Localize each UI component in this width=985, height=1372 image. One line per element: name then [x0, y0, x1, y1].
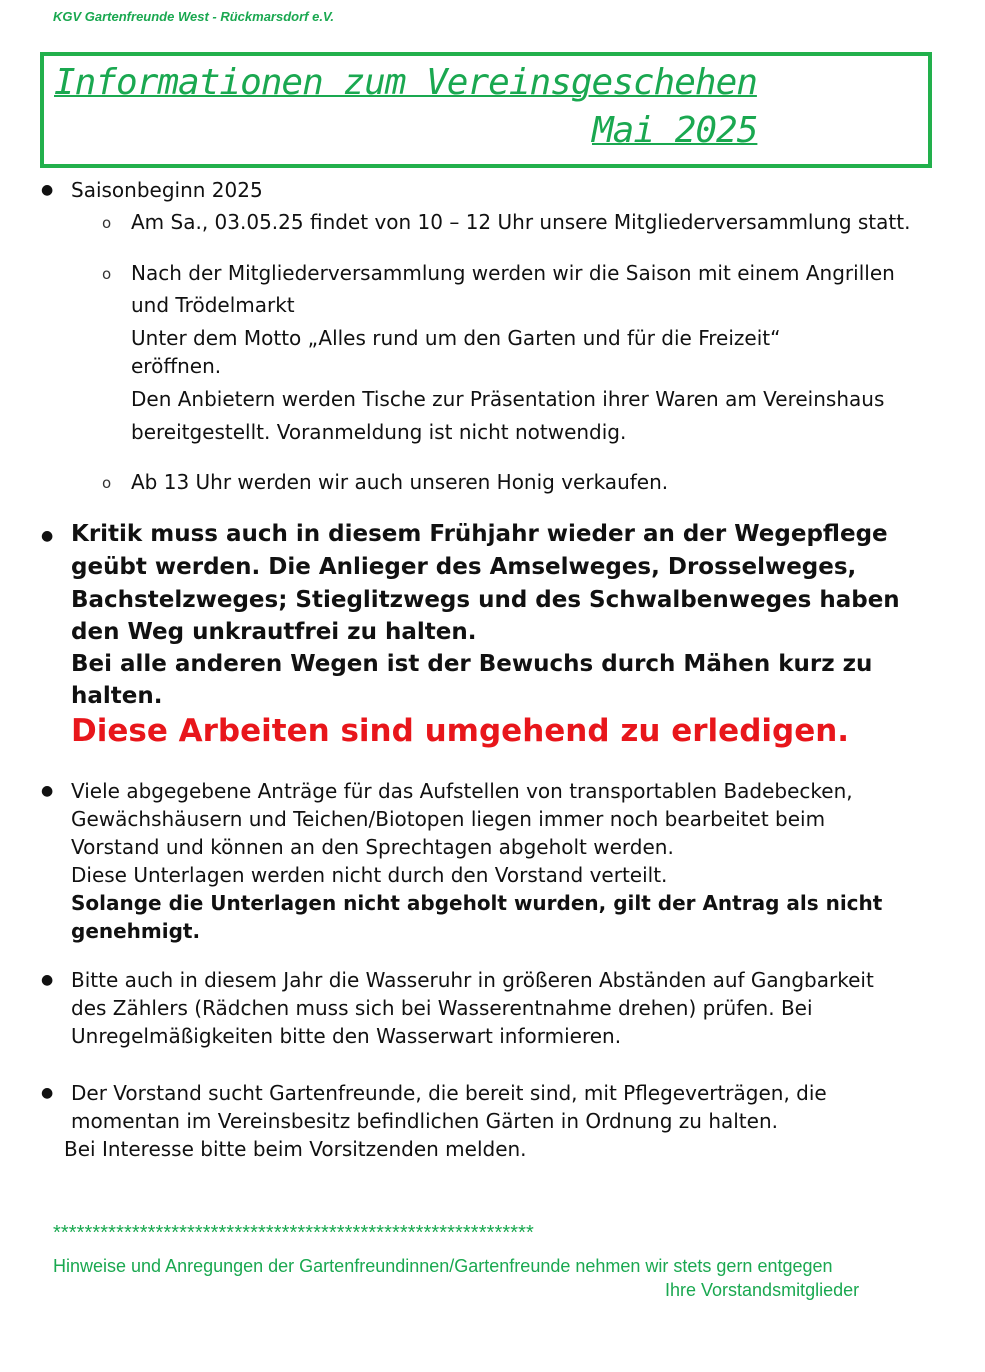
- section2-line: den Weg unkrautfrei zu halten.: [71, 619, 477, 645]
- title-box: [40, 52, 932, 168]
- section3-line: Vorstand und können an den Sprechtagen abgeholt werden.: [71, 835, 674, 859]
- footer-divider: *************************************************************: [53, 1222, 534, 1244]
- organization-name: KGV Gartenfreunde West - Rückmarsdorf e.V.: [53, 9, 335, 24]
- section3-line: Gewächshäusern und Teichen/Biotopen liegen immer noch bearbeitet beim: [71, 807, 826, 831]
- section2-line: Bachstelzweges; Stieglitzwegs und des Schwalbenweges haben: [71, 587, 900, 613]
- section1-item1: Am Sa., 03.05.25 findet von 10 – 12 Uhr unsere Mitgliederversammlung statt.: [131, 210, 911, 234]
- circle-bullet-icon: o: [102, 474, 112, 492]
- section2-line: Kritik muss auch in diesem Frühjahr wieder an der Wegepflege: [71, 521, 888, 547]
- section2-line: Bei alle anderen Wegen ist der Bewuchs durch Mähen kurz zu: [71, 651, 873, 677]
- section1-item2-line: eröffnen.: [131, 354, 222, 378]
- section4-line: des Zählers (Rädchen muss sich bei Wasserentnahme drehen) prüfen. Bei: [71, 996, 813, 1020]
- section4-line: Bitte auch in diesem Jahr die Wasseruhr in größeren Abständen auf Gangbarkeit: [71, 968, 874, 992]
- footer-signature: Ihre Vorstandsmitglieder: [665, 1280, 860, 1300]
- circle-bullet-icon: o: [102, 265, 112, 283]
- section1-heading: Saisonbeginn 2025: [71, 178, 263, 202]
- section5-line: momentan im Vereinsbesitz befindlichen Gärten in Ordnung zu halten.: [71, 1109, 778, 1133]
- section1-item3: Ab 13 Uhr werden wir auch unseren Honig verkaufen.: [131, 470, 669, 494]
- section1-item2-line: Den Anbietern werden Tische zur Präsentation ihrer Waren am Vereinshaus: [131, 387, 885, 411]
- bullet-icon: ●: [41, 528, 54, 544]
- footer-hint: Hinweise und Anregungen der Gartenfreundinnen/Gartenfreunde nehmen wir stets gern entgegen: [53, 1256, 833, 1276]
- section1-item2-line: Nach der Mitgliederversammlung werden wir die Saison mit einem Angrillen: [131, 261, 895, 285]
- page-subtitle: Mai 2025: [592, 110, 758, 151]
- bullet-icon: ●: [41, 972, 54, 988]
- section1-item2-line: bereitgestellt. Voranmeldung ist nicht notwendig.: [131, 420, 627, 444]
- section1-item2-line: und Trödelmarkt: [131, 293, 295, 317]
- page-title: Informationen zum Vereinsgeschehen: [54, 62, 757, 103]
- circle-bullet-icon: o: [102, 214, 112, 232]
- section3-bold-line: Solange die Unterlagen nicht abgeholt wurden, gilt der Antrag als nicht: [71, 891, 883, 915]
- section3-line: Viele abgegebene Anträge für das Aufstellen von transportablen Badebecken,: [71, 779, 853, 803]
- bullet-icon: ●: [41, 783, 54, 799]
- section2-line: geübt werden. Die Anlieger des Amselweges, Drosselweges,: [71, 554, 857, 580]
- section1-item2-line: Unter dem Motto „Alles rund um den Garten und für die Freizeit“: [131, 326, 781, 350]
- section3-line: Diese Unterlagen werden nicht durch den Vorstand verteilt.: [71, 863, 668, 887]
- bullet-icon: ●: [41, 182, 54, 198]
- section4-line: Unregelmäßigkeiten bitte den Wasserwart informieren.: [71, 1024, 622, 1048]
- warning-text: Diese Arbeiten sind umgehend zu erledigen.: [71, 713, 850, 749]
- section2-line: halten.: [71, 683, 163, 709]
- section3-bold-line: genehmigt.: [71, 919, 201, 943]
- section5-trailing: Bei Interesse bitte beim Vorsitzenden melden.: [64, 1137, 527, 1161]
- section5-line: Der Vorstand sucht Gartenfreunde, die bereit sind, mit Pflegeverträgen, die: [71, 1081, 827, 1105]
- bullet-icon: ●: [41, 1085, 54, 1101]
